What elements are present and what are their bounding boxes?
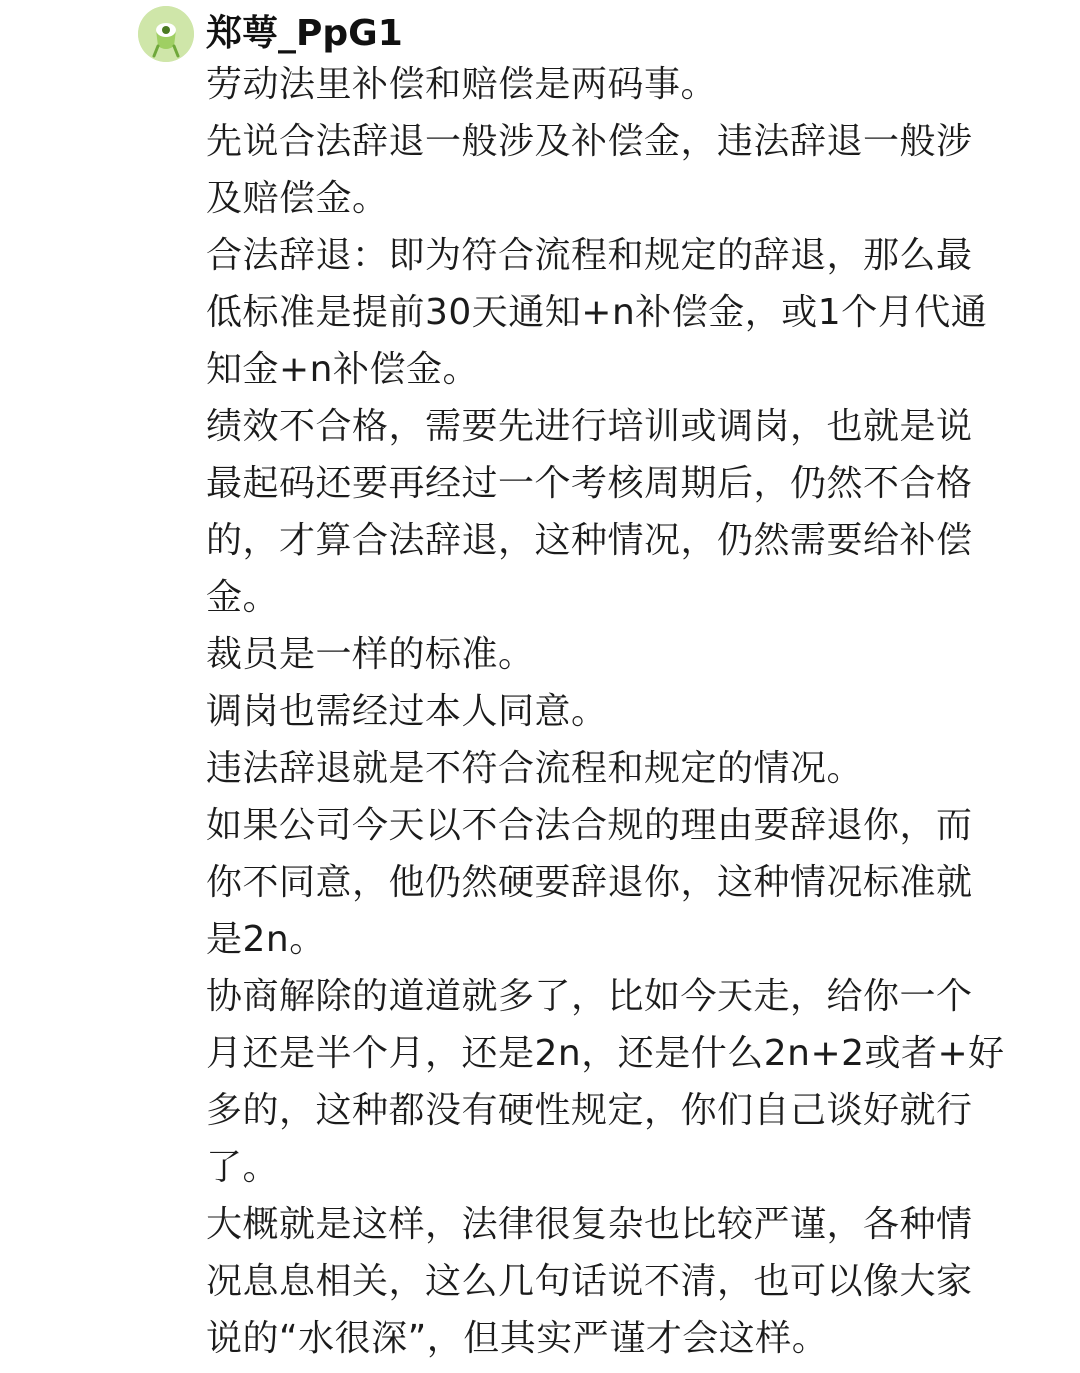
comment-line: 况息息相关，这么几句话说不清，也可以像大家 <box>206 1261 973 1302</box>
alien-eye-avatar-icon <box>138 6 194 62</box>
comment-line: 月还是半个月，还是2n，还是什么2n+2或者+好 <box>206 1033 1005 1074</box>
comment-line: 劳动法里补偿和赔偿是两码事。 <box>206 64 718 105</box>
comment-line: 了。 <box>206 1147 280 1188</box>
comment-line: 说的“水很深”，但其实严谨才会这样。 <box>206 1318 829 1359</box>
avatar[interactable] <box>138 6 194 62</box>
comment-line: 多的，这种都没有硬性规定，你们自己谈好就行 <box>206 1090 973 1131</box>
comment-line: 金。 <box>206 577 280 618</box>
comment-line: 低标准是提前30天通知+n补偿金，或1个月代通 <box>206 292 988 333</box>
comment-line: 如果公司今天以不合法合规的理由要辞退你，而 <box>206 805 973 846</box>
comment-line: 及赔偿金。 <box>206 178 389 219</box>
comment-line: 你不同意，他仍然硬要辞退你，这种情况标准就 <box>206 862 973 903</box>
comment-line: 协商解除的道道就多了，比如今天走，给你一个 <box>206 976 973 1017</box>
comment-line: 先说合法辞退一般涉及补偿金，违法辞退一般涉 <box>206 121 973 162</box>
comment-line: 的，才算合法辞退，这种情况，仍然需要给补偿 <box>206 520 973 561</box>
comment-line: 最起码还要再经过一个考核周期后，仍然不合格 <box>206 463 973 504</box>
comment-line: 合法辞退：即为符合流程和规定的辞退，那么最 <box>206 235 973 276</box>
comment-body <box>206 56 1018 1367</box>
comment-line: 绩效不合格，需要先进行培训或调岗，也就是说 <box>206 406 973 447</box>
username[interactable]: 郑萼_PpG1 <box>206 13 403 54</box>
comment-line: 知金+n补偿金。 <box>206 349 479 390</box>
comment-line: 裁员是一样的标准。 <box>206 634 535 675</box>
comment-line: 调岗也需经过本人同意。 <box>206 691 608 732</box>
comment-line: 大概就是这样，法律很复杂也比较严谨，各种情 <box>206 1204 973 1245</box>
comment-line: 是2n。 <box>206 919 326 960</box>
comment-line: 违法辞退就是不符合流程和规定的情况。 <box>206 748 864 789</box>
